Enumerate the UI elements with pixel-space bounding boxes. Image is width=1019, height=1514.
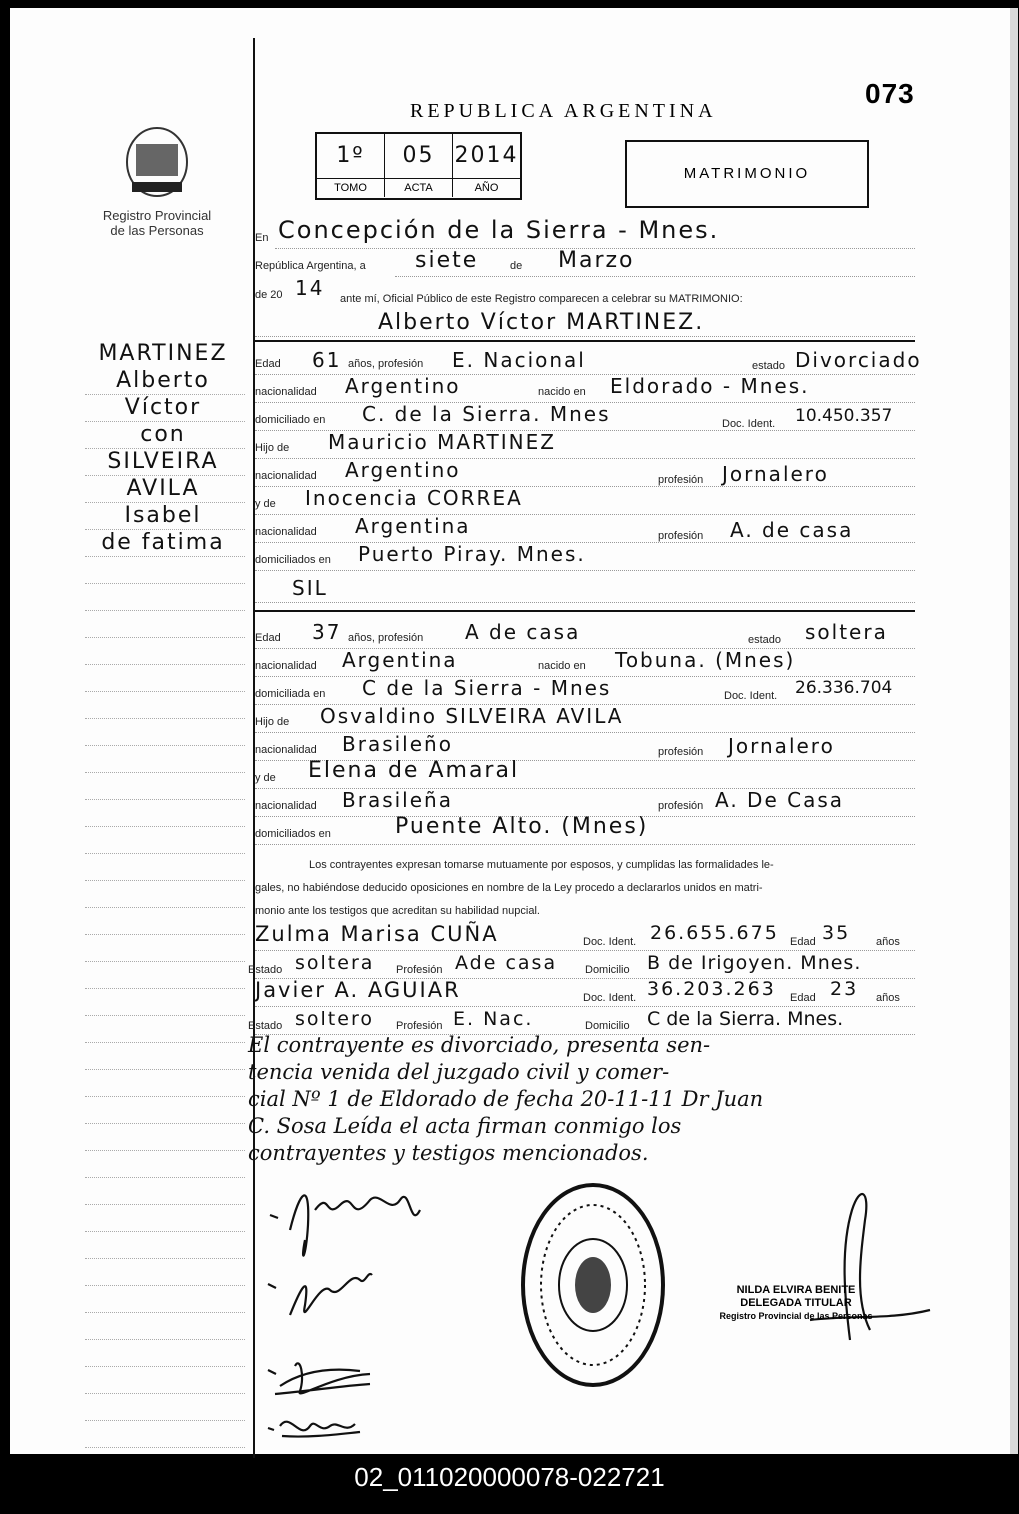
witness2-signature — [260, 1406, 370, 1446]
witness1-dom-label: Domicilio — [585, 964, 630, 976]
month-value: Marzo — [558, 248, 635, 273]
year-suffix: 14 — [295, 276, 325, 300]
note-line: El contrayente es divorciado, presenta sen- — [248, 1033, 711, 1057]
bride-estado: soltera — [805, 620, 888, 644]
bride-nacido: Tobuna. (Mnes) — [615, 648, 796, 672]
document-page — [10, 8, 1018, 1454]
place-value: Concepción de la Sierra - Mnes. — [278, 216, 720, 244]
formal-line: gales, no habiéndose deducido oposiciones en nombre de la Ley procedo a declararlos unidos en matri- — [255, 882, 763, 894]
witness1-signature — [260, 1346, 380, 1406]
anio-value: 2014 — [454, 143, 519, 168]
groom-madre-nac: Argentina — [355, 514, 471, 538]
note-line: contrayentes y testigos mencionados. — [248, 1141, 649, 1165]
witness1-estado: soltera — [295, 952, 375, 974]
witness1-estado-label: Estado — [248, 964, 283, 976]
groom-padre-prof-label: profesión — [658, 474, 704, 486]
bride-padre: Osvaldino SILVEIRA AVILA — [320, 704, 624, 728]
witness2-dom-label: Domicilio — [585, 1020, 630, 1032]
formal-line: monio ante los testigos que acreditan su habilidad nupcial. — [255, 905, 540, 917]
witness2-prof-label: Profesión — [396, 1020, 443, 1032]
margin-name: MARTINEZ — [98, 341, 228, 366]
year-prefix: de 20 — [255, 289, 283, 301]
bride-domicilio: C de la Sierra - Mnes — [362, 676, 612, 700]
provincial-seal-icon — [122, 120, 192, 204]
witness1-prof-label: Profesión — [396, 964, 443, 976]
groom-madre-nac-label: nacionalidad — [255, 526, 317, 538]
appear-text: ante mí, Oficial Público de este Registro comparecen a celebrar su MATRIMONIO: — [340, 293, 743, 305]
bride-signature — [260, 1260, 380, 1330]
bride-hijo-label: Hijo de — [255, 716, 290, 728]
bride-edad: 37 — [312, 620, 342, 644]
bride-yde-label: y de — [255, 772, 276, 784]
groom-signature — [260, 1170, 430, 1270]
bride-edad-label: Edad — [255, 632, 281, 644]
groom-profesion: E. Nacional — [452, 348, 586, 372]
note-line: C. Sosa Leída el acta firman conmigo los — [248, 1114, 682, 1138]
bride-padre-nac: Brasileño — [342, 732, 453, 756]
bride-madre-prof: A. De Casa — [715, 788, 845, 812]
witness1-edad: 35 — [822, 922, 851, 944]
groom-name: Alberto Víctor MARTINEZ. — [378, 310, 705, 335]
groom-estado-label: estado — [752, 360, 786, 372]
margin-name: Víctor — [124, 395, 202, 420]
groom-hijo-label: Hijo de — [255, 442, 290, 454]
bride-doms-label: domiciliados en — [255, 828, 331, 840]
groom-nacido-label: nacido en — [538, 386, 586, 398]
witness2-estado-label: Estado — [248, 1020, 283, 1032]
official-name: NILDA ELVIRA BENITE — [736, 1284, 856, 1296]
tomo-label: TOMO — [317, 179, 385, 197]
groom-madre-prof: A. de casa — [730, 518, 854, 542]
anio-label: AÑO — [474, 182, 499, 194]
witness2-profesion: E. Nac. — [453, 1008, 534, 1030]
page-title: REPUBLICA ARGENTINA — [410, 100, 717, 122]
bride-dom-label: domiciliada en — [255, 688, 326, 700]
official-role: DELEGADA TITULAR — [740, 1297, 852, 1309]
bride-prof-label: años, profesión — [348, 632, 424, 644]
official-stamp-text — [696, 1284, 896, 1323]
bride-madre: Elena de Amaral — [308, 758, 520, 783]
margin-name: SILVEIRA — [107, 449, 219, 474]
groom-yde-label: y de — [255, 498, 276, 510]
matrimonio-box: MATRIMONIO — [625, 140, 869, 208]
groom-prof-label: años, profesión — [348, 358, 424, 370]
bride-madre-prof-label: profesión — [658, 800, 704, 812]
registro-label — [82, 208, 232, 238]
witness1-anios-label: años — [876, 936, 900, 948]
bride-padre-prof: Jornalero — [728, 734, 835, 758]
margin-name: de fatima — [101, 530, 225, 555]
bride-madre-nac-label: nacionalidad — [255, 800, 317, 812]
groom-padre-prof: Jornalero — [722, 462, 829, 486]
groom-madre-prof-label: profesión — [658, 530, 704, 542]
groom-domicilio: C. de la Sierra. Mnes — [362, 402, 611, 426]
witness2-name: Javier A. AGUIAR — [255, 978, 461, 1002]
formal-line: Los contrayentes expresan tomarse mutuamente por esposos, y cumplidas las formalidades le- — [309, 859, 774, 871]
witness2-doc: 36.203.263 — [647, 978, 776, 1000]
formal-text — [255, 854, 915, 923]
witness2-edad: 23 — [830, 978, 859, 1000]
witness2-estado: soltero — [295, 1008, 374, 1030]
notes — [248, 1032, 913, 1167]
bride-doc: 26.336.704 — [795, 678, 893, 698]
note-line: tencia venida del juzgado civil y comer- — [248, 1060, 670, 1084]
groom-padre: Mauricio MARTINEZ — [328, 430, 556, 454]
official-stamp-icon — [518, 1180, 668, 1390]
groom-padre-nac-label: nacionalidad — [255, 470, 317, 482]
registro-line: Registro Provincial — [102, 208, 212, 223]
bride-doc-label: Doc. Ident. — [724, 690, 778, 702]
groom-doc-label: Doc. Ident. — [722, 418, 776, 430]
tomo-acta-anio-box — [315, 132, 522, 200]
groom-dom-label: domiciliado en — [255, 414, 326, 426]
witness1-doc-label: Doc. Ident. — [583, 936, 637, 948]
groom-doc: 10.450.357 — [795, 406, 893, 426]
bride-padre-nac-label: nacionalidad — [255, 744, 317, 756]
bride-nacido-label: nacido en — [538, 660, 586, 672]
witness2-domicilio: C de la Sierra. Mnes. — [647, 1008, 844, 1030]
groom-edad-label: Edad — [255, 358, 281, 370]
groom-nacionalidad: Argentino — [345, 374, 461, 398]
witness1-name: Zulma Marisa CUÑA — [255, 922, 499, 946]
witness1-doc: 26.655.675 — [650, 922, 779, 944]
groom-padres-dom: Puerto Piray. Mnes. — [358, 542, 586, 566]
witness2-doc-label: Doc. Ident. — [583, 992, 637, 1004]
registro-line: de las Personas — [110, 223, 204, 238]
republica-label: República Argentina, a — [255, 260, 366, 272]
bride-nac-label: nacionalidad — [255, 660, 317, 672]
bride-estado-label: estado — [748, 634, 782, 646]
bride-profesion: A de casa — [465, 620, 581, 644]
groom-edad: 61 — [312, 348, 342, 372]
footer-id: 02_011020000078-022721 — [354, 1462, 665, 1492]
groom-padre-nac: Argentino — [345, 458, 461, 482]
day-value: siete — [415, 248, 479, 273]
margin-name: con — [140, 422, 186, 447]
bride-nacionalidad: Argentina — [342, 648, 458, 672]
folio-number: 073 — [865, 78, 915, 109]
witness2-anios-label: años — [876, 992, 900, 1004]
bride-madre-nac: Brasileña — [342, 788, 453, 812]
groom-estado: Divorciado — [795, 348, 922, 372]
margin-ruled-lines — [85, 368, 245, 1448]
witness2-edad-label: Edad — [790, 992, 816, 1004]
bride-padres-dom: Puente Alto. (Mnes) — [395, 814, 649, 839]
margin-name: Isabel — [124, 503, 202, 528]
groom-nacido: Eldorado - Mnes. — [610, 374, 810, 398]
official-org: Registro Provincial de las Personas — [719, 1311, 873, 1321]
witness1-profesion: Ade casa — [455, 952, 558, 974]
de-label: de — [510, 260, 523, 272]
tomo-value: 1º — [317, 134, 385, 178]
official-signature — [790, 1180, 940, 1350]
witness1-domicilio: B de Irigoyen. Mnes. — [647, 952, 862, 974]
margin-name: Alberto — [116, 368, 210, 393]
note-line: cial Nº 1 de Eldorado de fecha 20-11-11 Dr Juan — [248, 1087, 764, 1111]
bride-surname: SIL — [292, 576, 328, 600]
acta-value: 05 — [385, 134, 453, 178]
margin-name: AVILA — [126, 476, 200, 501]
witness1-edad-label: Edad — [790, 936, 816, 948]
groom-nac-label: nacionalidad — [255, 386, 317, 398]
bride-padre-prof-label: profesión — [658, 746, 704, 758]
groom-doms-label: domiciliados en — [255, 554, 331, 566]
groom-madre: Inocencia CORREA — [305, 486, 523, 510]
en-label: En — [255, 232, 269, 244]
acta-label: ACTA — [385, 179, 453, 197]
